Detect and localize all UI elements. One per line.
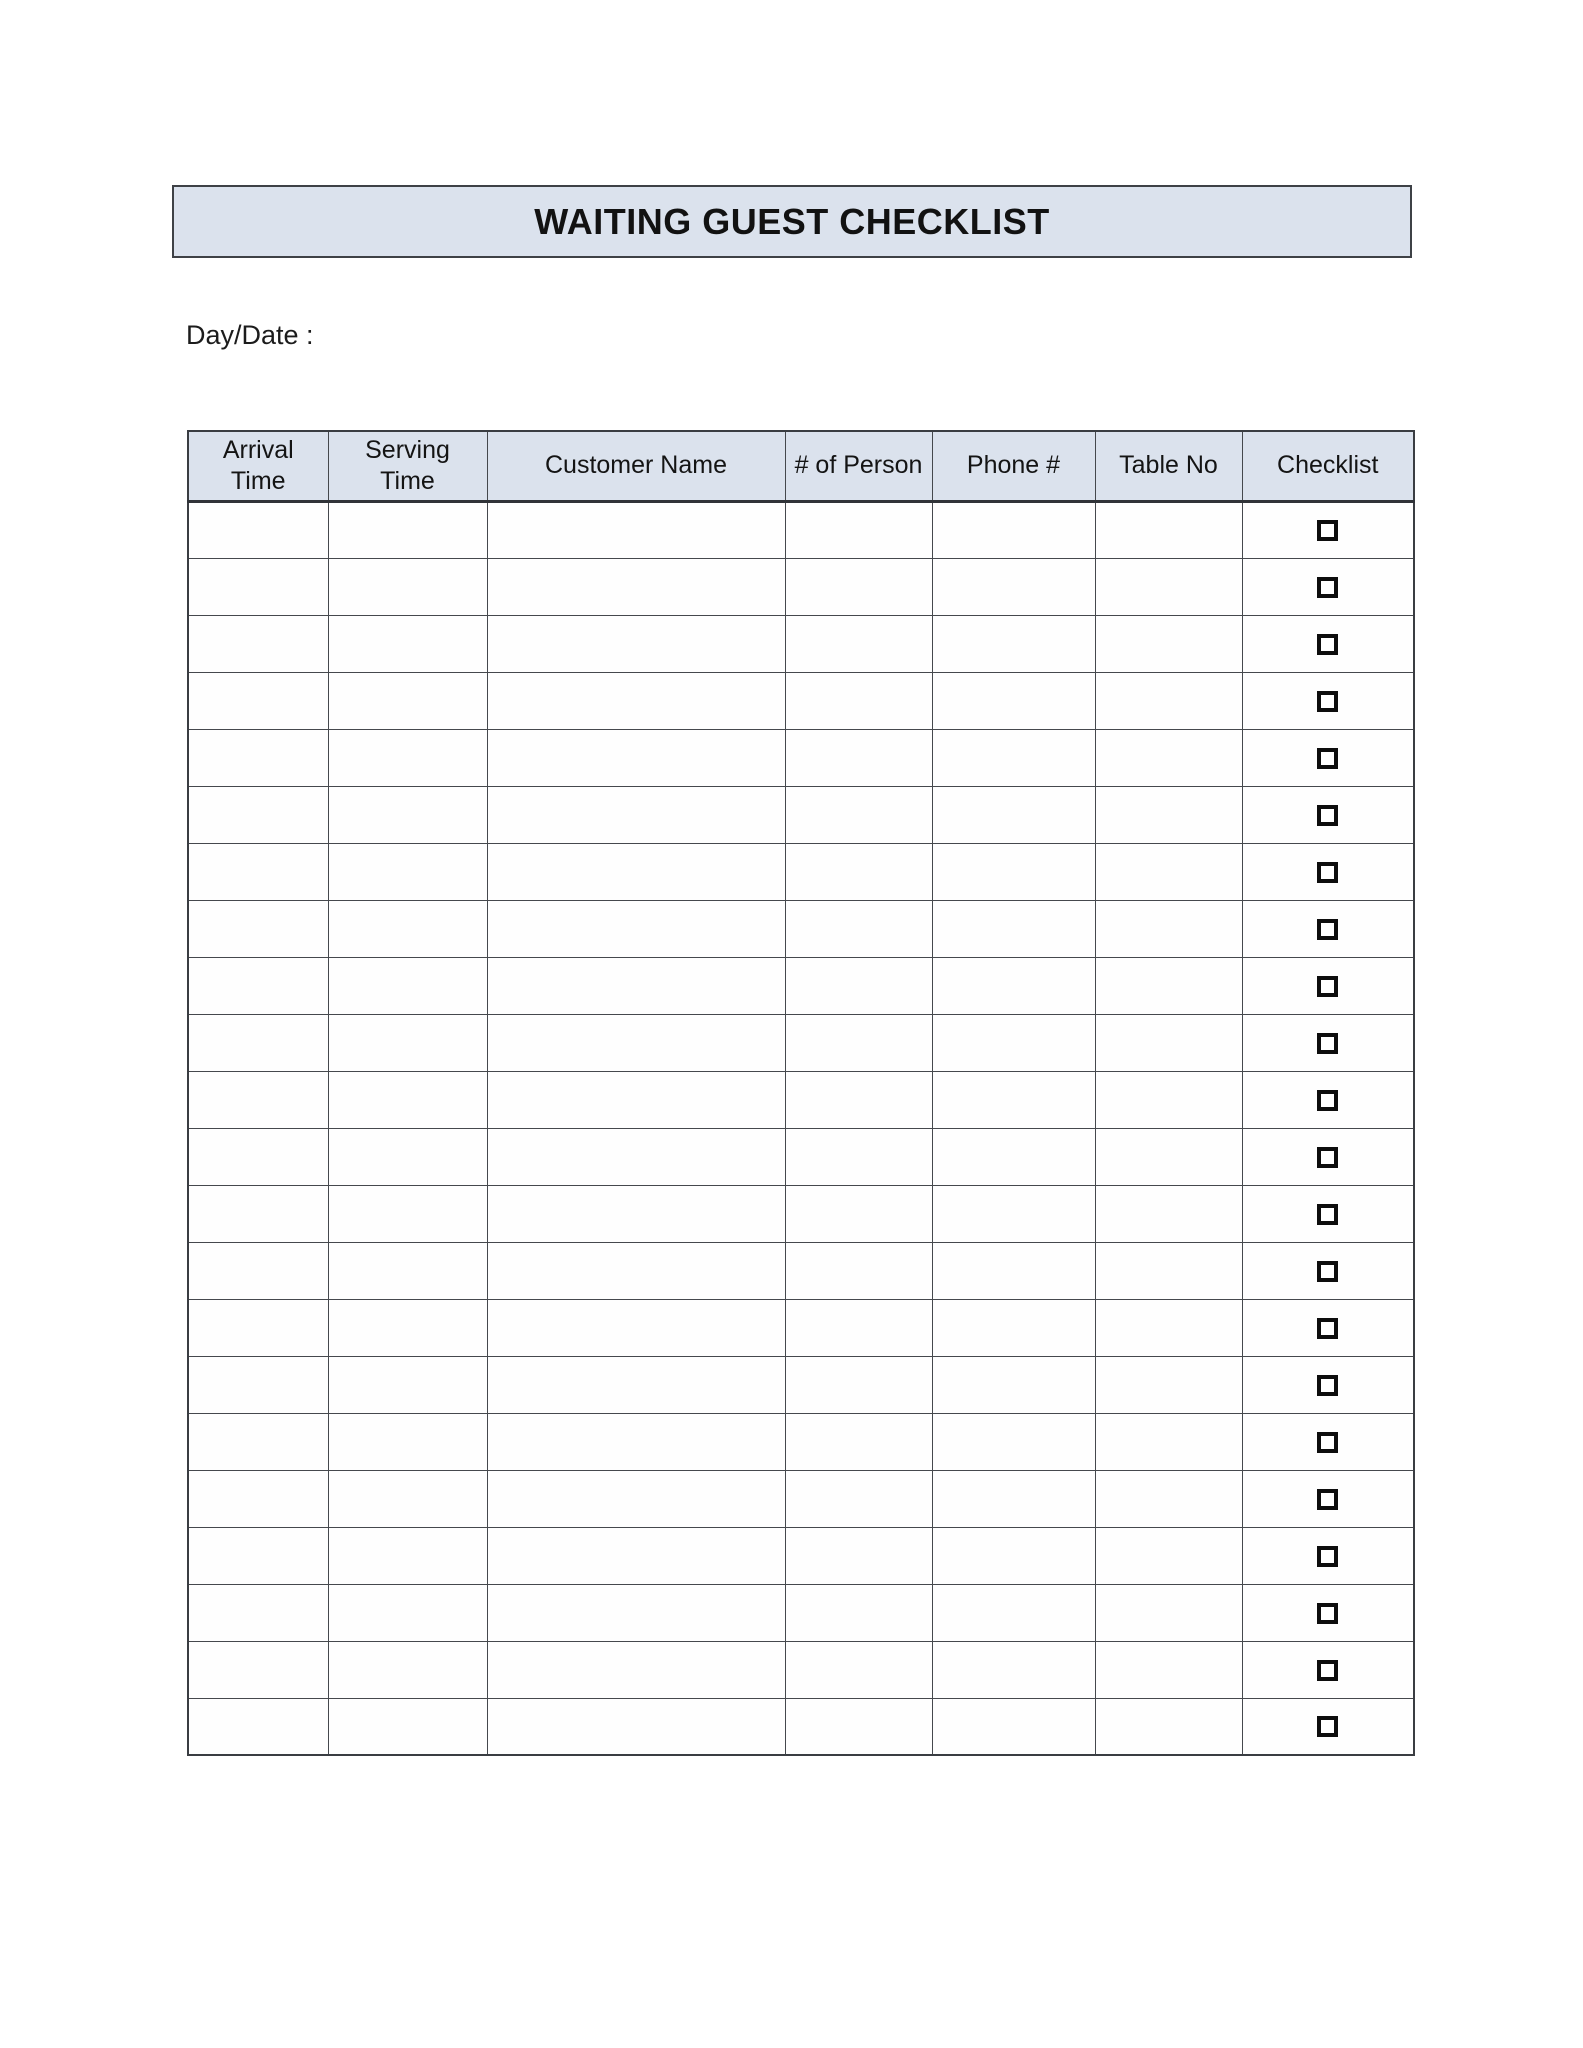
cell-serving-time xyxy=(328,558,487,615)
cell-arrival-time xyxy=(188,786,328,843)
checkbox-icon[interactable] xyxy=(1317,1660,1338,1681)
cell-arrival-time xyxy=(188,1014,328,1071)
cell-checklist xyxy=(1242,1071,1414,1128)
cell-serving-time xyxy=(328,672,487,729)
cell-checklist xyxy=(1242,1470,1414,1527)
cell-serving-time xyxy=(328,786,487,843)
cell-phone xyxy=(932,729,1095,786)
page-title: WAITING GUEST CHECKLIST xyxy=(534,200,1050,242)
cell-arrival-time xyxy=(188,1584,328,1641)
table-row xyxy=(188,501,1414,558)
cell-arrival-time xyxy=(188,558,328,615)
cell-persons xyxy=(785,1185,932,1242)
cell-phone xyxy=(932,786,1095,843)
column-header-arrival-time: Arrival Time xyxy=(188,431,328,501)
checkbox-icon[interactable] xyxy=(1317,862,1338,883)
checkbox-icon[interactable] xyxy=(1317,1375,1338,1396)
cell-phone xyxy=(932,501,1095,558)
cell-persons xyxy=(785,957,932,1014)
table-header-row xyxy=(188,431,1414,501)
cell-phone xyxy=(932,672,1095,729)
cell-table-no xyxy=(1095,672,1242,729)
cell-checklist xyxy=(1242,729,1414,786)
cell-persons xyxy=(785,786,932,843)
cell-phone xyxy=(932,843,1095,900)
cell-customer-name xyxy=(487,1128,785,1185)
cell-customer-name xyxy=(487,1470,785,1527)
cell-persons xyxy=(785,1641,932,1698)
checkbox-icon[interactable] xyxy=(1317,1603,1338,1624)
table-row xyxy=(188,1185,1414,1242)
column-header-table-no: Table No xyxy=(1095,431,1242,501)
table-row xyxy=(188,1128,1414,1185)
table-row xyxy=(188,615,1414,672)
table-row xyxy=(188,957,1414,1014)
cell-arrival-time xyxy=(188,957,328,1014)
cell-serving-time xyxy=(328,1242,487,1299)
cell-persons xyxy=(785,558,932,615)
cell-table-no xyxy=(1095,1641,1242,1698)
cell-checklist xyxy=(1242,1584,1414,1641)
cell-table-no xyxy=(1095,558,1242,615)
cell-persons xyxy=(785,1242,932,1299)
cell-checklist xyxy=(1242,1527,1414,1584)
checkbox-icon[interactable] xyxy=(1317,1147,1338,1168)
cell-customer-name xyxy=(487,1584,785,1641)
checkbox-icon[interactable] xyxy=(1317,1033,1338,1054)
cell-persons xyxy=(785,615,932,672)
cell-persons xyxy=(785,1299,932,1356)
cell-customer-name xyxy=(487,900,785,957)
cell-checklist xyxy=(1242,1356,1414,1413)
table-row xyxy=(188,558,1414,615)
cell-checklist xyxy=(1242,1413,1414,1470)
checkbox-icon[interactable] xyxy=(1317,1432,1338,1453)
cell-phone xyxy=(932,1413,1095,1470)
table-row xyxy=(188,843,1414,900)
table-row xyxy=(188,1527,1414,1584)
cell-table-no xyxy=(1095,1584,1242,1641)
cell-phone xyxy=(932,1641,1095,1698)
table-row xyxy=(188,1356,1414,1413)
cell-serving-time xyxy=(328,1014,487,1071)
checkbox-icon[interactable] xyxy=(1317,691,1338,712)
cell-persons xyxy=(785,843,932,900)
cell-customer-name xyxy=(487,729,785,786)
title-banner xyxy=(172,185,1412,258)
column-header-checklist: Checklist xyxy=(1242,431,1414,501)
column-header-phone: Phone # xyxy=(932,431,1095,501)
cell-persons xyxy=(785,1698,932,1755)
table-row xyxy=(188,1641,1414,1698)
cell-table-no xyxy=(1095,1071,1242,1128)
cell-phone xyxy=(932,1698,1095,1755)
cell-serving-time xyxy=(328,957,487,1014)
cell-customer-name xyxy=(487,1356,785,1413)
cell-table-no xyxy=(1095,1470,1242,1527)
cell-table-no xyxy=(1095,1527,1242,1584)
cell-serving-time xyxy=(328,1641,487,1698)
cell-arrival-time xyxy=(188,900,328,957)
cell-persons xyxy=(785,729,932,786)
cell-table-no xyxy=(1095,1185,1242,1242)
cell-arrival-time xyxy=(188,1527,328,1584)
cell-serving-time xyxy=(328,1299,487,1356)
cell-arrival-time xyxy=(188,615,328,672)
checkbox-icon[interactable] xyxy=(1317,919,1338,940)
cell-customer-name xyxy=(487,1527,785,1584)
cell-customer-name xyxy=(487,672,785,729)
cell-serving-time xyxy=(328,729,487,786)
cell-customer-name xyxy=(487,558,785,615)
waiting-guest-table xyxy=(187,430,1415,1756)
checkbox-icon[interactable] xyxy=(1317,1489,1338,1510)
table-row xyxy=(188,1071,1414,1128)
cell-arrival-time xyxy=(188,1641,328,1698)
cell-phone xyxy=(932,1242,1095,1299)
cell-arrival-time xyxy=(188,1128,328,1185)
column-header-serving-time: Serving Time xyxy=(328,431,487,501)
cell-table-no xyxy=(1095,957,1242,1014)
cell-phone xyxy=(932,957,1095,1014)
cell-checklist xyxy=(1242,786,1414,843)
cell-customer-name xyxy=(487,843,785,900)
cell-customer-name xyxy=(487,1698,785,1755)
cell-checklist xyxy=(1242,957,1414,1014)
cell-persons xyxy=(785,900,932,957)
cell-serving-time xyxy=(328,615,487,672)
cell-customer-name xyxy=(487,501,785,558)
cell-checklist xyxy=(1242,1698,1414,1755)
cell-customer-name xyxy=(487,1242,785,1299)
cell-phone xyxy=(932,1527,1095,1584)
cell-serving-time xyxy=(328,501,487,558)
cell-persons xyxy=(785,501,932,558)
cell-checklist xyxy=(1242,843,1414,900)
cell-serving-time xyxy=(328,1698,487,1755)
cell-table-no xyxy=(1095,501,1242,558)
cell-customer-name xyxy=(487,1299,785,1356)
cell-phone xyxy=(932,1584,1095,1641)
cell-persons xyxy=(785,672,932,729)
cell-phone xyxy=(932,1356,1095,1413)
cell-checklist xyxy=(1242,900,1414,957)
cell-customer-name xyxy=(487,615,785,672)
cell-arrival-time xyxy=(188,1698,328,1755)
checkbox-icon[interactable] xyxy=(1317,1204,1338,1225)
cell-table-no xyxy=(1095,900,1242,957)
cell-arrival-time xyxy=(188,1356,328,1413)
cell-checklist xyxy=(1242,615,1414,672)
cell-arrival-time xyxy=(188,1413,328,1470)
cell-persons xyxy=(785,1014,932,1071)
cell-table-no xyxy=(1095,1413,1242,1470)
cell-phone xyxy=(932,1014,1095,1071)
cell-table-no xyxy=(1095,729,1242,786)
cell-table-no xyxy=(1095,1356,1242,1413)
cell-phone xyxy=(932,1128,1095,1185)
checkbox-icon[interactable] xyxy=(1317,634,1338,655)
table-row xyxy=(188,786,1414,843)
checkbox-icon[interactable] xyxy=(1317,577,1338,598)
cell-persons xyxy=(785,1356,932,1413)
cell-phone xyxy=(932,1071,1095,1128)
cell-arrival-time xyxy=(188,1185,328,1242)
table-row xyxy=(188,1299,1414,1356)
cell-customer-name xyxy=(487,786,785,843)
day-date-label: Day/Date : xyxy=(186,320,314,350)
cell-table-no xyxy=(1095,786,1242,843)
cell-serving-time xyxy=(328,1128,487,1185)
cell-arrival-time xyxy=(188,1299,328,1356)
checkbox-icon[interactable] xyxy=(1317,1090,1338,1111)
column-header-persons: # of Person xyxy=(785,431,932,501)
cell-arrival-time xyxy=(188,843,328,900)
cell-checklist xyxy=(1242,672,1414,729)
cell-table-no xyxy=(1095,1128,1242,1185)
table-row xyxy=(188,1470,1414,1527)
cell-phone xyxy=(932,1299,1095,1356)
cell-checklist xyxy=(1242,1128,1414,1185)
cell-arrival-time xyxy=(188,672,328,729)
cell-arrival-time xyxy=(188,1242,328,1299)
cell-checklist xyxy=(1242,1641,1414,1698)
cell-customer-name xyxy=(487,957,785,1014)
cell-checklist xyxy=(1242,558,1414,615)
cell-arrival-time xyxy=(188,501,328,558)
cell-customer-name xyxy=(487,1014,785,1071)
cell-customer-name xyxy=(487,1641,785,1698)
cell-phone xyxy=(932,558,1095,615)
cell-phone xyxy=(932,1470,1095,1527)
cell-customer-name xyxy=(487,1071,785,1128)
cell-persons xyxy=(785,1470,932,1527)
cell-persons xyxy=(785,1128,932,1185)
cell-table-no xyxy=(1095,615,1242,672)
checkbox-icon[interactable] xyxy=(1317,1318,1338,1339)
cell-phone xyxy=(932,615,1095,672)
table-row xyxy=(188,1014,1414,1071)
cell-serving-time xyxy=(328,1470,487,1527)
table-row xyxy=(188,1413,1414,1470)
column-header-customer-name: Customer Name xyxy=(487,431,785,501)
cell-checklist xyxy=(1242,1242,1414,1299)
cell-arrival-time xyxy=(188,1470,328,1527)
checkbox-icon[interactable] xyxy=(1317,976,1338,997)
table-row xyxy=(188,1698,1414,1755)
cell-serving-time xyxy=(328,1071,487,1128)
cell-serving-time xyxy=(328,843,487,900)
cell-serving-time xyxy=(328,1584,487,1641)
checkbox-icon[interactable] xyxy=(1317,805,1338,826)
checkbox-icon[interactable] xyxy=(1317,520,1338,541)
cell-checklist xyxy=(1242,1014,1414,1071)
checkbox-icon[interactable] xyxy=(1317,1546,1338,1567)
table-row xyxy=(188,1242,1414,1299)
cell-phone xyxy=(932,900,1095,957)
cell-checklist xyxy=(1242,501,1414,558)
cell-table-no xyxy=(1095,1299,1242,1356)
checkbox-icon[interactable] xyxy=(1317,1716,1338,1737)
table-row xyxy=(188,672,1414,729)
cell-table-no xyxy=(1095,1698,1242,1755)
cell-persons xyxy=(785,1584,932,1641)
cell-checklist xyxy=(1242,1185,1414,1242)
cell-checklist xyxy=(1242,1299,1414,1356)
cell-serving-time xyxy=(328,1527,487,1584)
cell-customer-name xyxy=(487,1413,785,1470)
checkbox-icon[interactable] xyxy=(1317,748,1338,769)
cell-customer-name xyxy=(487,1185,785,1242)
cell-serving-time xyxy=(328,900,487,957)
cell-serving-time xyxy=(328,1185,487,1242)
cell-phone xyxy=(932,1185,1095,1242)
cell-arrival-time xyxy=(188,1071,328,1128)
cell-serving-time xyxy=(328,1356,487,1413)
cell-table-no xyxy=(1095,1242,1242,1299)
cell-persons xyxy=(785,1413,932,1470)
table-row xyxy=(188,900,1414,957)
cell-table-no xyxy=(1095,843,1242,900)
cell-serving-time xyxy=(328,1413,487,1470)
cell-persons xyxy=(785,1527,932,1584)
table-body xyxy=(188,501,1414,1755)
cell-persons xyxy=(785,1071,932,1128)
cell-table-no xyxy=(1095,1014,1242,1071)
cell-arrival-time xyxy=(188,729,328,786)
checkbox-icon[interactable] xyxy=(1317,1261,1338,1282)
table-row xyxy=(188,729,1414,786)
table-row xyxy=(188,1584,1414,1641)
